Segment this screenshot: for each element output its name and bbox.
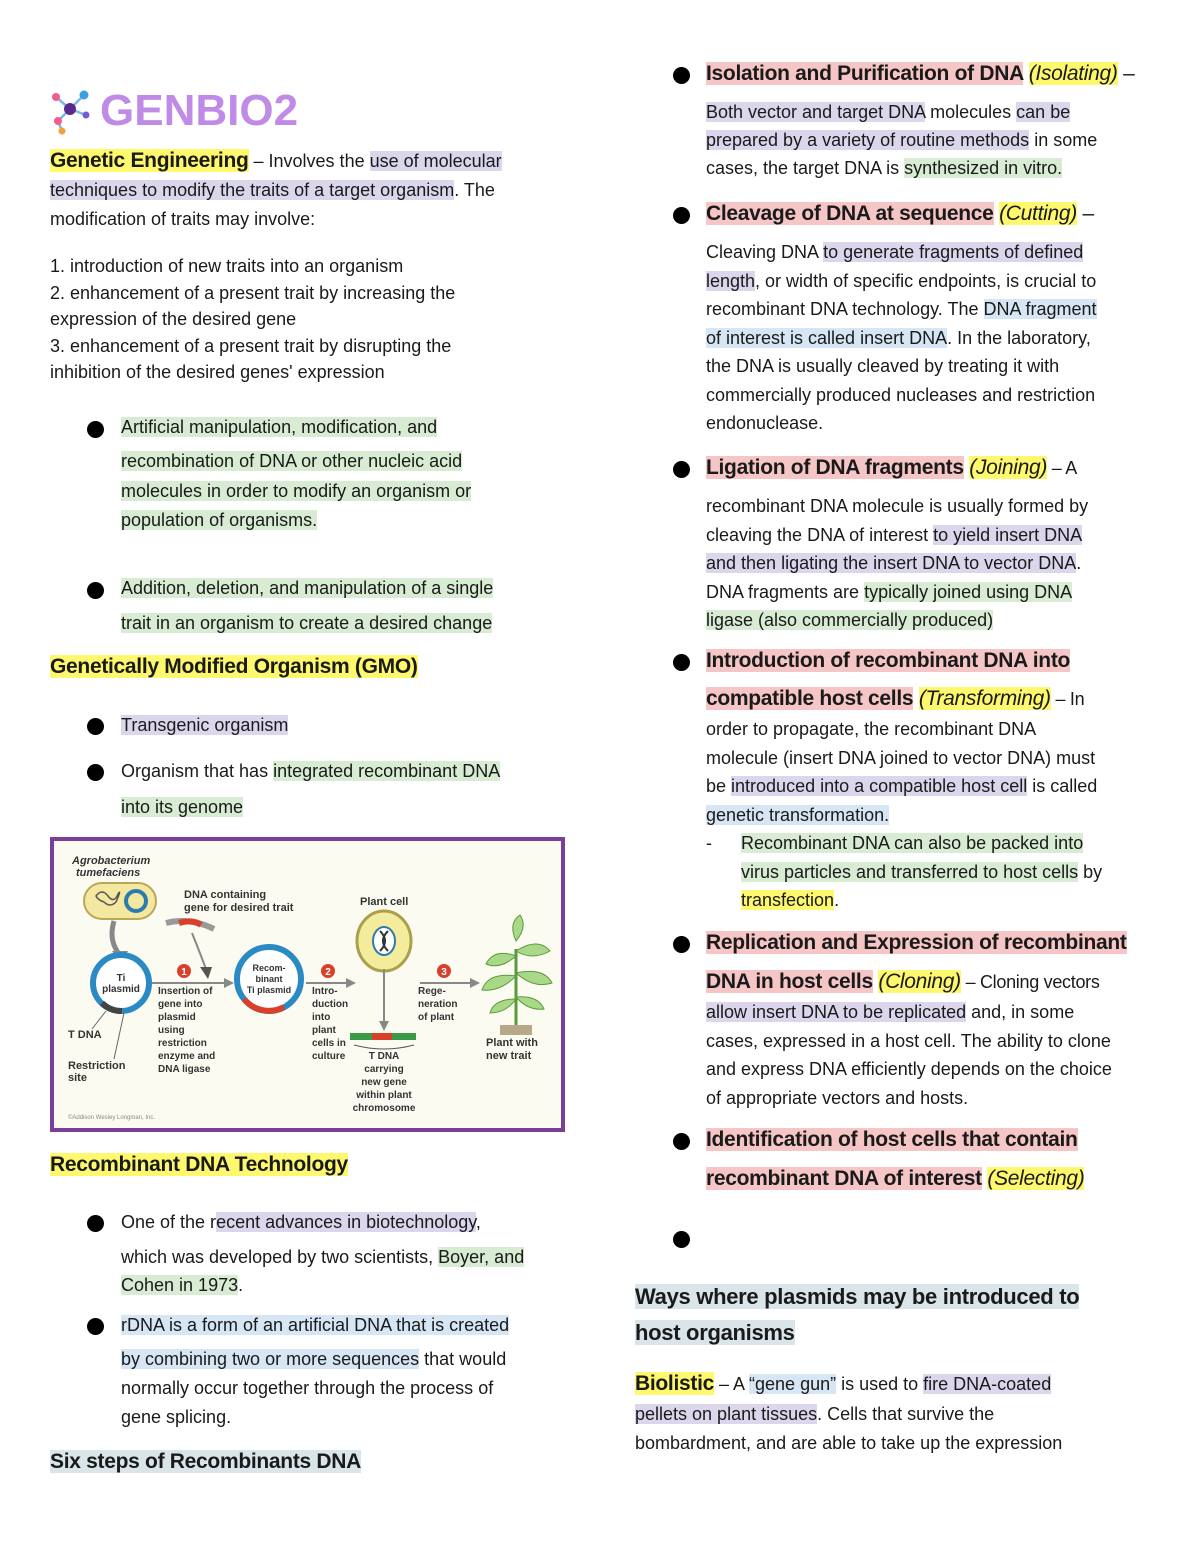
rdna-b2-highlight: by combining two or more sequences xyxy=(121,1349,420,1369)
bullet-icon xyxy=(673,207,690,224)
ge-text-4: modification of traits may involve: xyxy=(50,209,316,229)
step-3-highlight: and then ligating the insert DNA to vector DNA xyxy=(706,553,1077,573)
ge-bullet-2 xyxy=(121,573,493,638)
six-steps-title xyxy=(50,1446,361,1478)
intro-label: cells in xyxy=(312,1038,346,1049)
gmo-bullet-1 xyxy=(121,710,288,740)
rdna-b1-highlight: Cohen in 1973 xyxy=(121,1275,239,1295)
step-4-text: order to propagate, the recombinant DNA xyxy=(706,719,1037,739)
gmo-title-text: Genetically Modified Organism (GMO) xyxy=(50,655,418,678)
step-4-highlight: introduced into a compatible host cell xyxy=(731,776,1028,796)
step-3-text: recombinant DNA molecule is usually formed by xyxy=(706,496,1089,516)
dna-containing-label: gene for desired trait xyxy=(184,902,294,914)
agrobacterium-figure xyxy=(50,837,565,1132)
step-6-title: Identification of host cells that contain xyxy=(706,1128,1078,1151)
gmo-bullet-1-text: Transgenic organism xyxy=(121,715,289,735)
step-cleavage xyxy=(706,198,1156,438)
recomb-label: Recom- xyxy=(252,963,286,973)
step-2-text: , or width of specific endpoints, is crucial to xyxy=(755,270,1097,291)
step-1-text: cases, the target DNA is xyxy=(706,158,905,178)
step-5-highlight: allow insert DNA to be replicated xyxy=(706,1002,967,1022)
molecule-icon xyxy=(48,85,94,135)
step-number: 2 xyxy=(325,967,331,978)
step-2-dash: – xyxy=(1076,202,1094,225)
t-dna-carrying-label: carrying xyxy=(364,1064,404,1075)
intro-label: plant xyxy=(312,1025,336,1036)
ge-text-1: use of molecular xyxy=(369,151,502,171)
rdna-b1-text: which was developed by two scientists, xyxy=(121,1247,439,1267)
step-5-title: DNA in host cells xyxy=(706,970,873,993)
recomb-label: binant xyxy=(255,974,283,984)
t-dna-carrying-label: new gene xyxy=(361,1077,407,1088)
step-1-highlight: synthesized in vitro. xyxy=(904,158,1063,178)
step-isolation xyxy=(706,58,1156,182)
step-3-text: . xyxy=(1076,553,1082,573)
ge-bullet-1 xyxy=(121,412,471,536)
bullet-icon xyxy=(673,461,690,478)
biolistic-text: is used to xyxy=(836,1374,924,1394)
ge-bullet-1-line: recombination of DNA or other nucleic acid xyxy=(121,451,463,471)
rdna-b1-highlight: ecent advances in biotechnology xyxy=(216,1212,476,1232)
ge-dash: – Involves the xyxy=(248,151,370,171)
biolistic-highlight: fire DNA-coated xyxy=(923,1374,1052,1394)
step-3-tag: (Joining) xyxy=(969,456,1048,479)
biolistic-paragraph xyxy=(635,1369,1155,1458)
bullet-icon xyxy=(673,1133,690,1150)
list-item: 1. introduction of new traits into an organism xyxy=(50,256,404,276)
step-6-title: recombinant DNA of interest xyxy=(706,1167,982,1190)
rdna-b2-text: normally occur together through the process of xyxy=(121,1378,494,1398)
step-1-text: in some xyxy=(1029,130,1098,150)
bullet-icon xyxy=(673,67,690,84)
step-4-sub xyxy=(741,829,1151,915)
ti-label: Ti xyxy=(116,973,126,984)
step-4-text: molecule (insert DNA joined to vector DNA) must xyxy=(706,747,1096,768)
inserted-gene-segment xyxy=(372,1033,392,1040)
step-3-text: cleaving the DNA of interest xyxy=(706,524,934,545)
list-item: 3. enhancement of a present trait by disrupting the xyxy=(50,335,452,356)
step-4-text: be xyxy=(706,776,732,796)
logo xyxy=(48,83,318,139)
step-4-title: compatible host cells xyxy=(706,687,914,710)
ge-bullet-1-line: population of organisms. xyxy=(121,510,318,530)
plasmids-title xyxy=(635,1279,1155,1351)
biolistic-highlight: “gene gun” xyxy=(749,1374,837,1394)
step-3-dash: – A xyxy=(1047,458,1077,478)
step-4-tag: (Transforming) xyxy=(918,687,1051,710)
insertion-label: enzyme and xyxy=(158,1051,216,1062)
step-2-text: recombinant DNA technology. The xyxy=(706,299,984,319)
step-5-text: of appropriate vectors and hosts. xyxy=(706,1087,969,1108)
restriction-label: site xyxy=(68,1072,87,1084)
rdna-bullet-2 xyxy=(121,1310,509,1432)
step-3-highlight: ligase (also commercially produced) xyxy=(706,610,994,630)
step-3-highlight: typically joined using DNA xyxy=(864,581,1073,602)
regen-label: neration xyxy=(418,999,458,1010)
plant-cell-label: Plant cell xyxy=(360,896,409,908)
genetic-engineering-paragraph xyxy=(50,146,570,233)
insertion-label: plasmid xyxy=(158,1012,196,1023)
list-item: expression of the desired gene xyxy=(50,309,297,329)
rdna-b2-highlight: rDNA is a form of an artificial DNA that is created xyxy=(121,1315,510,1335)
step-ligation xyxy=(706,452,1156,635)
agro-label: tumefaciens xyxy=(76,867,141,879)
step-number: 1 xyxy=(181,967,187,978)
logo-text: GENBIO2 xyxy=(100,86,299,135)
rdna-b2-text: gene splicing. xyxy=(121,1407,232,1427)
bullet-icon xyxy=(673,1231,690,1248)
step-5-text: and, in some xyxy=(966,1002,1075,1022)
ge-numbered-list xyxy=(50,253,570,386)
t-dna-carrying-label: chromosome xyxy=(352,1103,416,1114)
gmo-bullet-2-text: Organism that has xyxy=(121,761,274,781)
rdna-tech-title xyxy=(50,1149,348,1181)
regen-label: of plant xyxy=(418,1012,455,1023)
step-identification xyxy=(706,1124,1156,1195)
t-dna-label: T DNA xyxy=(68,1029,102,1041)
gmo-bullet-2 xyxy=(121,756,500,822)
list-item: 2. enhancement of a present trait by increasing the xyxy=(50,282,456,303)
step-2-tag: (Cutting) xyxy=(999,202,1077,225)
step-5-text: and express DNA efficiently depends on the choice xyxy=(706,1059,1112,1079)
ge-text-3: . The xyxy=(454,180,495,200)
step-2-highlight: DNA fragment xyxy=(983,299,1097,319)
bullet-icon xyxy=(87,1215,104,1232)
biolistic-term: Biolistic xyxy=(635,1372,714,1395)
step-5-dash: – Cloning vectors xyxy=(960,972,1100,992)
step-1-dash: – xyxy=(1117,62,1135,85)
rdna-b1-text: , xyxy=(475,1212,481,1232)
intro-label: culture xyxy=(312,1051,346,1062)
ge-bullet-2-line: Addition, deletion, and manipulation of a single xyxy=(121,578,494,598)
step-replication xyxy=(706,927,1166,1112)
insertion-label: gene into xyxy=(158,999,203,1010)
restriction-label: Restriction xyxy=(68,1060,126,1072)
intro-label: Intro- xyxy=(312,986,338,997)
step-3-title: Ligation of DNA fragments xyxy=(706,456,964,479)
intro-label: into xyxy=(312,1012,331,1023)
rdna-tech-title-text: Recombinant DNA Technology xyxy=(50,1153,348,1176)
step-6-tag: (Selecting) xyxy=(987,1167,1085,1190)
step-3-text: DNA fragments are xyxy=(706,581,865,602)
step-2-highlight: of interest is called insert DNA xyxy=(706,327,948,348)
recomb-label: Ti plasmid xyxy=(246,985,292,995)
step-number: 3 xyxy=(441,967,447,978)
step-4-title: Introduction of recombinant DNA into xyxy=(706,649,1071,672)
biolistic-highlight: pellets on plant tissues xyxy=(635,1404,818,1424)
step-introduction xyxy=(706,645,1156,829)
biolistic-text: bombardment, and are able to take up the expression xyxy=(635,1433,1063,1453)
gmo-bullet-2-highlight: integrated recombinant DNA xyxy=(273,761,501,781)
insertion-label: Insertion of xyxy=(158,986,213,997)
step-2-text: Cleaving DNA xyxy=(706,242,824,262)
dna-containing-label: DNA containing xyxy=(184,889,267,901)
rdna-bullet-1 xyxy=(121,1207,524,1300)
step-2-text: . In the laboratory, xyxy=(947,327,1091,348)
step-4-sub-text: by xyxy=(1078,861,1103,882)
step-4-sub-highlight: transfection xyxy=(741,890,835,910)
ge-bullet-1-line: Artificial manipulation, modification, and xyxy=(121,417,438,437)
step-5-title: Replication and Expression of recombinant xyxy=(706,931,1127,954)
step-1-highlight: can be xyxy=(1016,102,1071,122)
bullet-icon xyxy=(673,654,690,671)
step-4-sub-highlight: virus particles and transferred to host cells xyxy=(741,861,1079,882)
insertion-label: restriction xyxy=(158,1038,207,1049)
t-dna-carrying-label: within plant xyxy=(356,1090,412,1101)
plant-new-label: new trait xyxy=(486,1050,532,1062)
bullet-icon xyxy=(87,1318,104,1335)
step-2-text: endonuclease. xyxy=(706,413,824,433)
rdna-b1-text: . xyxy=(238,1275,244,1295)
step-4-sub-text: . xyxy=(834,890,840,910)
step-1-highlight: Both vector and target DNA xyxy=(706,102,926,122)
ge-bullet-2-line: trait in an organism to create a desired change xyxy=(121,613,493,633)
regen-label: Rege- xyxy=(418,986,446,997)
step-4-text: is called xyxy=(1027,776,1098,796)
step-2-highlight: to generate fragments of defined xyxy=(823,242,1084,262)
agro-label: Agrobacterium xyxy=(72,855,151,867)
ge-text-2: techniques to modify the traits of a target organism xyxy=(50,180,455,200)
ge-bullet-1-line: molecules in order to modify an organism or xyxy=(121,480,472,501)
plasmids-title-text: Ways where plasmids may be introduced to xyxy=(635,1284,1080,1309)
bullet-icon xyxy=(87,764,104,781)
list-item: inhibition of the desired genes' expression xyxy=(50,362,385,382)
step-2-highlight: length xyxy=(706,270,756,291)
step-1-text: molecules xyxy=(925,102,1017,122)
bullet-icon xyxy=(87,582,104,599)
t-dna-carrying-label: T DNA xyxy=(368,1051,400,1062)
step-1-title: Isolation and Purification of DNA xyxy=(706,62,1024,85)
figure-diagram xyxy=(54,841,561,1128)
step-1-highlight: prepared by a variety of routine methods xyxy=(706,130,1030,150)
insertion-label: using xyxy=(158,1025,185,1036)
step-4-dash: – In xyxy=(1050,689,1085,709)
ti-label: plasmid xyxy=(102,984,140,995)
bullet-icon xyxy=(673,936,690,953)
step-5-tag: (Cloning) xyxy=(878,970,961,993)
rdna-b2-text: that would xyxy=(419,1349,507,1369)
step-4-highlight: genetic transformation. xyxy=(706,804,890,825)
copyright-label: ©Addison Wesley Longman, Inc. xyxy=(68,1115,156,1121)
step-2-title: Cleavage of DNA at sequence xyxy=(706,202,994,225)
bacterium-plasmid xyxy=(126,891,146,911)
insertion-label: DNA ligase xyxy=(158,1064,211,1075)
step-1-tag: (Isolating) xyxy=(1028,62,1118,85)
plasmids-title-text: host organisms xyxy=(635,1320,795,1345)
bullet-icon xyxy=(87,718,104,735)
plant-new-label: Plant with xyxy=(486,1037,538,1049)
gmo-bullet-2-highlight: into its genome xyxy=(121,797,244,817)
step-5-text: cases, expressed in a host cell. The ability to clone xyxy=(706,1030,1111,1051)
genetic-engineering-term: Genetic Engineering xyxy=(50,149,249,172)
biolistic-text: – A xyxy=(713,1374,750,1394)
rdna-b1-text: One of the r xyxy=(121,1212,217,1232)
step-2-text: the DNA is usually cleaved by treating it with xyxy=(706,356,1060,376)
gmo-title xyxy=(50,651,418,683)
step-4-sub-highlight: Recombinant DNA can also be packed into xyxy=(741,833,1084,853)
step-2-text: commercially produced nucleases and restriction xyxy=(706,384,1096,405)
intro-label: duction xyxy=(312,999,349,1010)
step-3-highlight: to yield insert DNA xyxy=(933,524,1083,545)
bullet-icon xyxy=(87,421,104,438)
six-steps-title-text: Six steps of Recombinants DNA xyxy=(50,1450,362,1473)
step-4-sub-dash: - xyxy=(706,833,712,853)
biolistic-text: . Cells that survive the xyxy=(817,1404,995,1424)
rdna-b1-highlight: Boyer, and xyxy=(438,1247,525,1267)
